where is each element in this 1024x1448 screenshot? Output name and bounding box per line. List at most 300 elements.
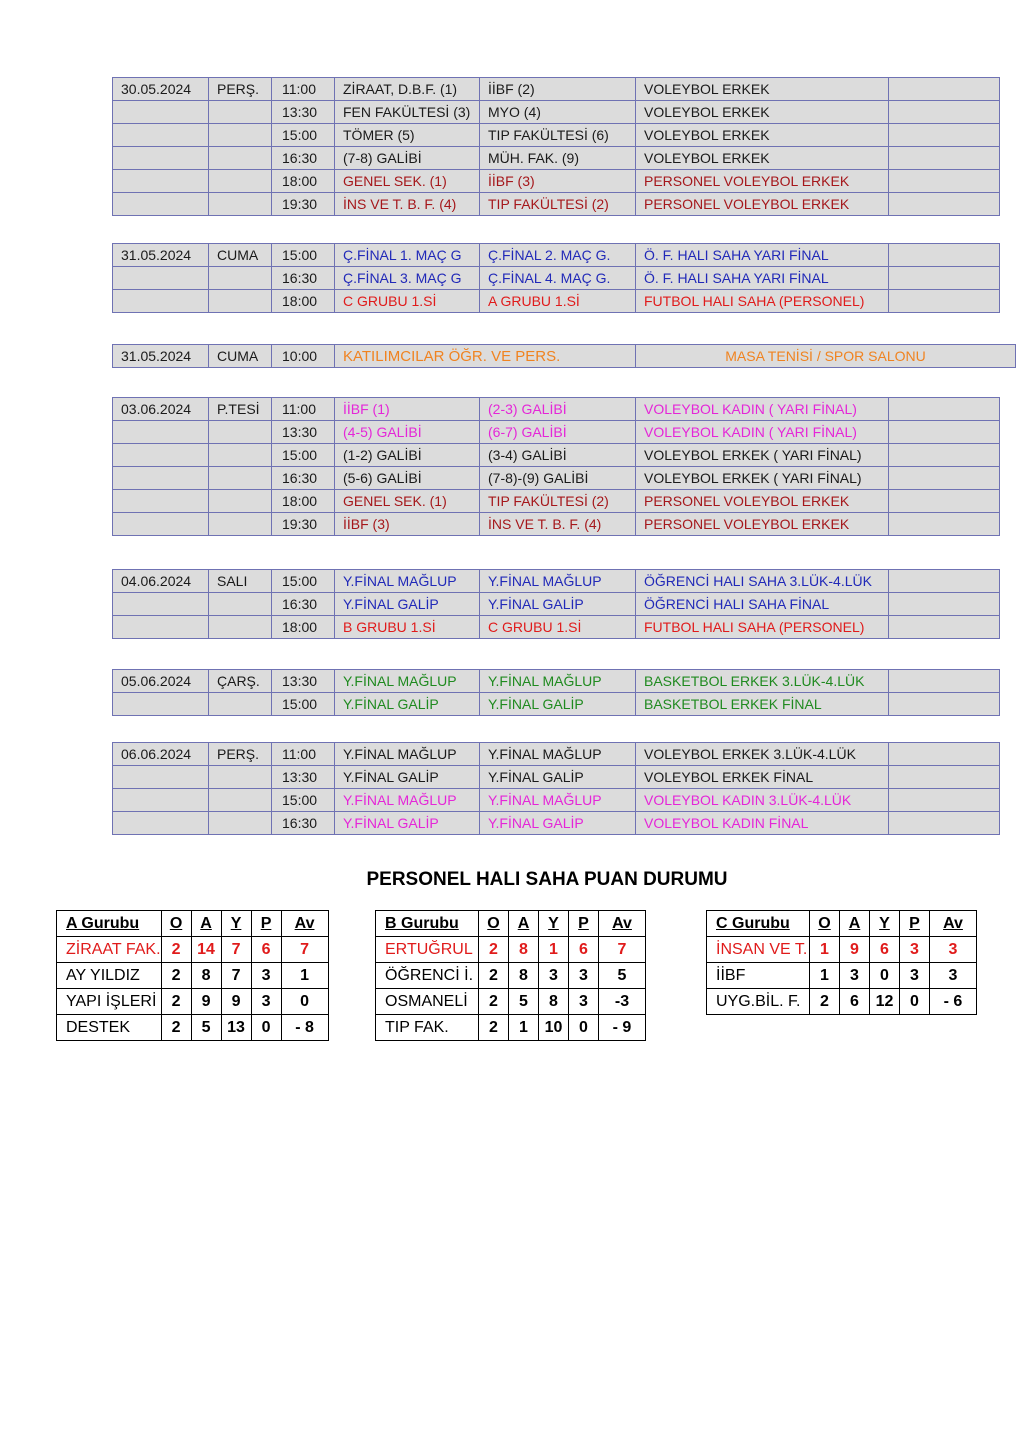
empty-cell xyxy=(889,101,1000,124)
team-away: MÜH. FAK. (9) xyxy=(480,147,636,170)
column-header: Av xyxy=(599,911,646,937)
team-home: ZİRAAT, D.B.F. (1) xyxy=(335,78,480,101)
team-away: (6-7) GALİBİ xyxy=(480,421,636,444)
schedule-row xyxy=(113,78,1000,101)
team-away: İİBF (2) xyxy=(480,78,636,101)
empty-cell xyxy=(889,789,1000,812)
team-name: TIP FAK. xyxy=(376,1015,479,1041)
schedule-row xyxy=(113,124,1000,147)
team-home: GENEL SEK. (1) xyxy=(335,490,480,513)
team-away: A GRUBU 1.Sİ xyxy=(480,290,636,313)
match-time: 16:30 xyxy=(272,267,335,290)
group-name: B Gurubu xyxy=(376,911,479,937)
schedule-row xyxy=(113,490,1000,513)
match-date xyxy=(113,267,209,290)
event-name: BASKETBOL ERKEK 3.LÜK-4.LÜK xyxy=(636,670,889,693)
match-time: 15:00 xyxy=(272,244,335,267)
stat-av: - 9 xyxy=(599,1015,646,1041)
schedule-block xyxy=(112,243,1000,313)
team-home: Y.FİNAL MAĞLUP xyxy=(335,789,480,812)
event-name: FUTBOL HALI SAHA (PERSONEL) xyxy=(636,616,889,639)
schedule-block xyxy=(112,344,1016,368)
schedule-row xyxy=(113,743,1000,766)
team-home: Ç.FİNAL 1. MAÇ G xyxy=(335,244,480,267)
match-date xyxy=(113,147,209,170)
event-name: VOLEYBOL KADIN FİNAL xyxy=(636,812,889,835)
match-date xyxy=(113,766,209,789)
schedule-row xyxy=(113,398,1000,421)
empty-cell xyxy=(889,743,1000,766)
match-date xyxy=(113,290,209,313)
match-time: 15:00 xyxy=(272,693,335,716)
stat-o: 1 xyxy=(810,937,840,963)
stat-p: 3 xyxy=(569,963,599,989)
stat-o: 2 xyxy=(479,1015,509,1041)
stat-y: 1 xyxy=(539,937,569,963)
match-time: 18:00 xyxy=(272,170,335,193)
empty-cell xyxy=(889,170,1000,193)
event-name: VOLEYBOL ERKEK xyxy=(636,101,889,124)
match-time: 16:30 xyxy=(272,467,335,490)
standings-header-row xyxy=(376,911,646,937)
match-day xyxy=(209,766,272,789)
stat-y: 10 xyxy=(539,1015,569,1041)
match-time: 13:30 xyxy=(272,421,335,444)
empty-cell xyxy=(889,467,1000,490)
match-date xyxy=(113,421,209,444)
empty-cell xyxy=(889,513,1000,536)
schedule-row xyxy=(113,244,1000,267)
team-away: İİBF (3) xyxy=(480,170,636,193)
team-home: Y.FİNAL GALİP xyxy=(335,693,480,716)
event-name: VOLEYBOL ERKEK xyxy=(636,124,889,147)
match-day xyxy=(209,490,272,513)
stat-av: 7 xyxy=(599,937,646,963)
team-away: TIP FAKÜLTESİ (2) xyxy=(480,193,636,216)
stat-a: 5 xyxy=(191,1015,221,1041)
team-name: ERTUĞRUL xyxy=(376,937,479,963)
schedule-row xyxy=(113,345,1016,368)
stat-av: 5 xyxy=(599,963,646,989)
match-date: 05.06.2024 xyxy=(113,670,209,693)
standings-table xyxy=(375,910,646,1041)
schedule-row xyxy=(113,616,1000,639)
match-date xyxy=(113,444,209,467)
empty-cell xyxy=(889,670,1000,693)
column-header: A xyxy=(191,911,221,937)
stat-o: 2 xyxy=(161,989,191,1015)
stat-av: 1 xyxy=(281,963,328,989)
stat-y: 6 xyxy=(870,937,900,963)
empty-cell xyxy=(889,267,1000,290)
match-date xyxy=(113,467,209,490)
standings-row xyxy=(376,963,646,989)
schedule-row xyxy=(113,670,1000,693)
column-header: Av xyxy=(930,911,977,937)
match-time: 13:30 xyxy=(272,766,335,789)
stat-y: 7 xyxy=(221,963,251,989)
empty-cell xyxy=(889,78,1000,101)
empty-cell xyxy=(889,616,1000,639)
match-time: 15:00 xyxy=(272,124,335,147)
event-name: VOLEYBOL ERKEK xyxy=(636,147,889,170)
match-date xyxy=(113,789,209,812)
match-date xyxy=(113,513,209,536)
schedule-row xyxy=(113,513,1000,536)
team-home: (4-5) GALİBİ xyxy=(335,421,480,444)
team-name: ZİRAAT FAK. xyxy=(57,937,162,963)
stat-o: 2 xyxy=(161,1015,191,1041)
team-name: İNSAN VE T. xyxy=(707,937,810,963)
team-name: YAPI İŞLERİ xyxy=(57,989,162,1015)
match-date xyxy=(113,124,209,147)
match-date: 04.06.2024 xyxy=(113,570,209,593)
team-home: Y.FİNAL MAĞLUP xyxy=(335,670,480,693)
match-day: CUMA xyxy=(209,345,272,368)
match-day xyxy=(209,290,272,313)
event-name: Ö. F. HALI SAHA YARI FİNAL xyxy=(636,267,889,290)
schedule-row xyxy=(113,421,1000,444)
match-date: 06.06.2024 xyxy=(113,743,209,766)
match-date xyxy=(113,101,209,124)
schedule-row xyxy=(113,170,1000,193)
event-name: VOLEYBOL KADIN ( YARI FİNAL) xyxy=(636,398,889,421)
match-day xyxy=(209,267,272,290)
standings-row xyxy=(707,989,977,1015)
stat-a: 14 xyxy=(191,937,221,963)
event-name: FUTBOL HALI SAHA (PERSONEL) xyxy=(636,290,889,313)
match-day xyxy=(209,789,272,812)
group-name: C Gurubu xyxy=(707,911,810,937)
team-away: Y.FİNAL GALİP xyxy=(480,812,636,835)
schedule-row xyxy=(113,789,1000,812)
event-name: ÖĞRENCİ HALI SAHA 3.LÜK-4.LÜK xyxy=(636,570,889,593)
match-day: SALI xyxy=(209,570,272,593)
column-header: P xyxy=(569,911,599,937)
team-name: İİBF xyxy=(707,963,810,989)
event-name: VOLEYBOL KADIN 3.LÜK-4.LÜK xyxy=(636,789,889,812)
stat-a: 8 xyxy=(509,937,539,963)
team-home: C GRUBU 1.Sİ xyxy=(335,290,480,313)
stat-p: 3 xyxy=(900,937,930,963)
schedule-block xyxy=(112,569,1000,639)
stat-a: 3 xyxy=(840,963,870,989)
team-name: AY YILDIZ xyxy=(57,963,162,989)
match-date xyxy=(113,616,209,639)
stat-a: 8 xyxy=(191,963,221,989)
match-date: 31.05.2024 xyxy=(113,345,209,368)
stat-p: 3 xyxy=(569,989,599,1015)
schedule-row xyxy=(113,766,1000,789)
stat-a: 9 xyxy=(840,937,870,963)
match-day: P.TESİ xyxy=(209,398,272,421)
schedule-block xyxy=(112,669,1000,716)
team-home: TÖMER (5) xyxy=(335,124,480,147)
stat-av: 0 xyxy=(281,989,328,1015)
stat-y: 12 xyxy=(870,989,900,1015)
team-home: Y.FİNAL GALİP xyxy=(335,766,480,789)
match-time: 18:00 xyxy=(272,616,335,639)
team-home: (1-2) GALİBİ xyxy=(335,444,480,467)
empty-cell xyxy=(889,570,1000,593)
stat-y: 9 xyxy=(221,989,251,1015)
standings-row xyxy=(57,963,329,989)
match-day: PERŞ. xyxy=(209,743,272,766)
stat-p: 0 xyxy=(569,1015,599,1041)
team-home: İİBF (1) xyxy=(335,398,480,421)
event-name: VOLEYBOL ERKEK ( YARI FİNAL) xyxy=(636,467,889,490)
column-header: A xyxy=(509,911,539,937)
team-away: (2-3) GALİBİ xyxy=(480,398,636,421)
stat-o: 2 xyxy=(810,989,840,1015)
event-name: Ö. F. HALI SAHA YARI FİNAL xyxy=(636,244,889,267)
stat-av: 7 xyxy=(281,937,328,963)
event-name: PERSONEL VOLEYBOL ERKEK xyxy=(636,490,889,513)
schedule-row xyxy=(113,147,1000,170)
standings-header-row xyxy=(57,911,329,937)
event-name: VOLEYBOL ERKEK FİNAL xyxy=(636,766,889,789)
match-time: 11:00 xyxy=(272,398,335,421)
empty-cell xyxy=(889,398,1000,421)
team-home: B GRUBU 1.Sİ xyxy=(335,616,480,639)
column-header: O xyxy=(479,911,509,937)
event-name: PERSONEL VOLEYBOL ERKEK xyxy=(636,170,889,193)
match-day xyxy=(209,147,272,170)
team-home: (7-8) GALİBİ xyxy=(335,147,480,170)
team-away: TIP FAKÜLTESİ (6) xyxy=(480,124,636,147)
match-day: PERŞ. xyxy=(209,78,272,101)
match-day xyxy=(209,444,272,467)
match-time: 11:00 xyxy=(272,743,335,766)
team-name: DESTEK xyxy=(57,1015,162,1041)
team-home: Y.FİNAL MAĞLUP xyxy=(335,743,480,766)
team-name: OSMANELİ xyxy=(376,989,479,1015)
team-home: İNS VE T. B. F. (4) xyxy=(335,193,480,216)
stat-o: 2 xyxy=(479,989,509,1015)
column-header: Y xyxy=(870,911,900,937)
event-name: MASA TENİSİ / SPOR SALONU xyxy=(636,345,1016,368)
team-away: MYO (4) xyxy=(480,101,636,124)
match-date xyxy=(113,170,209,193)
team-home: Ç.FİNAL 3. MAÇ G xyxy=(335,267,480,290)
schedule-block xyxy=(112,397,1000,536)
stat-av: 3 xyxy=(930,937,977,963)
match-time: 15:00 xyxy=(272,444,335,467)
schedule-block xyxy=(112,77,1000,216)
match-time: 15:00 xyxy=(272,570,335,593)
stat-y: 13 xyxy=(221,1015,251,1041)
stat-a: 5 xyxy=(509,989,539,1015)
stat-av: -3 xyxy=(599,989,646,1015)
schedule-row xyxy=(113,444,1000,467)
match-time: 16:30 xyxy=(272,812,335,835)
column-header: P xyxy=(900,911,930,937)
match-day xyxy=(209,513,272,536)
empty-cell xyxy=(889,693,1000,716)
stat-p: 3 xyxy=(900,963,930,989)
empty-cell xyxy=(889,244,1000,267)
team-name: UYG.BİL. F. xyxy=(707,989,810,1015)
stat-o: 1 xyxy=(810,963,840,989)
event-name: VOLEYBOL ERKEK 3.LÜK-4.LÜK xyxy=(636,743,889,766)
schedule-row xyxy=(113,267,1000,290)
team-home: (5-6) GALİBİ xyxy=(335,467,480,490)
stat-p: 6 xyxy=(569,937,599,963)
column-header: A xyxy=(840,911,870,937)
match-time: 18:00 xyxy=(272,290,335,313)
team-home: Y.FİNAL GALİP xyxy=(335,593,480,616)
team-away: (7-8)-(9) GALİBİ xyxy=(480,467,636,490)
match-time: 13:30 xyxy=(272,670,335,693)
schedule-row xyxy=(113,593,1000,616)
empty-cell xyxy=(889,593,1000,616)
standings-header-row xyxy=(707,911,977,937)
schedule-row xyxy=(113,290,1000,313)
schedule-row xyxy=(113,467,1000,490)
team-away: Ç.FİNAL 2. MAÇ G. xyxy=(480,244,636,267)
team-name: ÖĞRENCİ İ. xyxy=(376,963,479,989)
event-name: PERSONEL VOLEYBOL ERKEK xyxy=(636,513,889,536)
stat-p: 0 xyxy=(251,1015,281,1041)
match-date: 30.05.2024 xyxy=(113,78,209,101)
standings-table xyxy=(56,910,329,1041)
standings-row xyxy=(376,937,646,963)
match-date xyxy=(113,490,209,513)
stat-y: 8 xyxy=(539,989,569,1015)
stat-y: 3 xyxy=(539,963,569,989)
match-day xyxy=(209,193,272,216)
event-name: VOLEYBOL KADIN ( YARI FİNAL) xyxy=(636,421,889,444)
team-away: (3-4) GALİBİ xyxy=(480,444,636,467)
schedule-row xyxy=(113,570,1000,593)
column-header: Y xyxy=(221,911,251,937)
team-away: Y.FİNAL MAĞLUP xyxy=(480,570,636,593)
stat-o: 2 xyxy=(479,937,509,963)
match-time: 19:30 xyxy=(272,513,335,536)
stat-o: 2 xyxy=(161,963,191,989)
column-header: O xyxy=(810,911,840,937)
match-day xyxy=(209,593,272,616)
team-away: Ç.FİNAL 4. MAÇ G. xyxy=(480,267,636,290)
standings-title: PERSONEL HALI SAHA PUAN DURUMU xyxy=(366,869,728,890)
match-day: ÇARŞ. xyxy=(209,670,272,693)
team-away: Y.FİNAL GALİP xyxy=(480,593,636,616)
stat-a: 8 xyxy=(509,963,539,989)
match-day xyxy=(209,616,272,639)
empty-cell xyxy=(889,147,1000,170)
column-header: P xyxy=(251,911,281,937)
stat-o: 2 xyxy=(161,937,191,963)
event-name: VOLEYBOL ERKEK xyxy=(636,78,889,101)
match-date xyxy=(113,693,209,716)
column-header: Av xyxy=(281,911,328,937)
empty-cell xyxy=(889,812,1000,835)
match-time: 11:00 xyxy=(272,78,335,101)
team-away: TIP FAKÜLTESİ (2) xyxy=(480,490,636,513)
stat-a: 6 xyxy=(840,989,870,1015)
empty-cell xyxy=(889,124,1000,147)
event-name: PERSONEL VOLEYBOL ERKEK xyxy=(636,193,889,216)
team-away: Y.FİNAL GALİP xyxy=(480,766,636,789)
match-day xyxy=(209,101,272,124)
match-time: 15:00 xyxy=(272,789,335,812)
match-time: 16:30 xyxy=(272,147,335,170)
empty-cell xyxy=(889,444,1000,467)
match-day xyxy=(209,693,272,716)
empty-cell xyxy=(889,421,1000,444)
schedule-row xyxy=(113,193,1000,216)
standings-row xyxy=(707,963,977,989)
stat-av: - 8 xyxy=(281,1015,328,1041)
team-home: Y.FİNAL GALİP xyxy=(335,812,480,835)
match-day xyxy=(209,421,272,444)
match-date xyxy=(113,812,209,835)
stat-p: 0 xyxy=(900,989,930,1015)
team-away: Y.FİNAL MAĞLUP xyxy=(480,789,636,812)
empty-cell xyxy=(889,290,1000,313)
team-home: İİBF (3) xyxy=(335,513,480,536)
match-date xyxy=(113,593,209,616)
standings-row xyxy=(376,989,646,1015)
stat-av: 3 xyxy=(930,963,977,989)
event-name: VOLEYBOL ERKEK ( YARI FİNAL) xyxy=(636,444,889,467)
team-away: Y.FİNAL MAĞLUP xyxy=(480,743,636,766)
stat-y: 0 xyxy=(870,963,900,989)
match-time: 10:00 xyxy=(272,345,335,368)
standings-row xyxy=(376,1015,646,1041)
stat-a: 1 xyxy=(509,1015,539,1041)
stat-p: 3 xyxy=(251,989,281,1015)
stat-y: 7 xyxy=(221,937,251,963)
empty-cell xyxy=(889,490,1000,513)
standings-table xyxy=(706,910,977,1015)
match-time: 18:00 xyxy=(272,490,335,513)
stat-p: 6 xyxy=(251,937,281,963)
empty-cell xyxy=(889,766,1000,789)
standings-row xyxy=(707,937,977,963)
match-day: CUMA xyxy=(209,244,272,267)
event-name: BASKETBOL ERKEK FİNAL xyxy=(636,693,889,716)
stat-p: 3 xyxy=(251,963,281,989)
schedule-row xyxy=(113,812,1000,835)
empty-cell xyxy=(889,193,1000,216)
event-name: ÖĞRENCİ HALI SAHA FİNAL xyxy=(636,593,889,616)
team-away: Y.FİNAL GALİP xyxy=(480,693,636,716)
schedule-row xyxy=(113,693,1000,716)
team-away: Y.FİNAL MAĞLUP xyxy=(480,670,636,693)
stat-av: - 6 xyxy=(930,989,977,1015)
team-home: FEN FAKÜLTESİ (3) xyxy=(335,101,480,124)
schedule-row xyxy=(113,101,1000,124)
column-header: Y xyxy=(539,911,569,937)
team-home: Y.FİNAL MAĞLUP xyxy=(335,570,480,593)
standings-row xyxy=(57,937,329,963)
match-date: 03.06.2024 xyxy=(113,398,209,421)
team-away: İNS VE T. B. F. (4) xyxy=(480,513,636,536)
stat-a: 9 xyxy=(191,989,221,1015)
standings-row xyxy=(57,989,329,1015)
stat-o: 2 xyxy=(479,963,509,989)
match-day xyxy=(209,812,272,835)
match-day xyxy=(209,170,272,193)
match-day xyxy=(209,467,272,490)
match-time: 19:30 xyxy=(272,193,335,216)
team-home: GENEL SEK. (1) xyxy=(335,170,480,193)
match-time: 13:30 xyxy=(272,101,335,124)
match-date: 31.05.2024 xyxy=(113,244,209,267)
match-time: 16:30 xyxy=(272,593,335,616)
match-date xyxy=(113,193,209,216)
